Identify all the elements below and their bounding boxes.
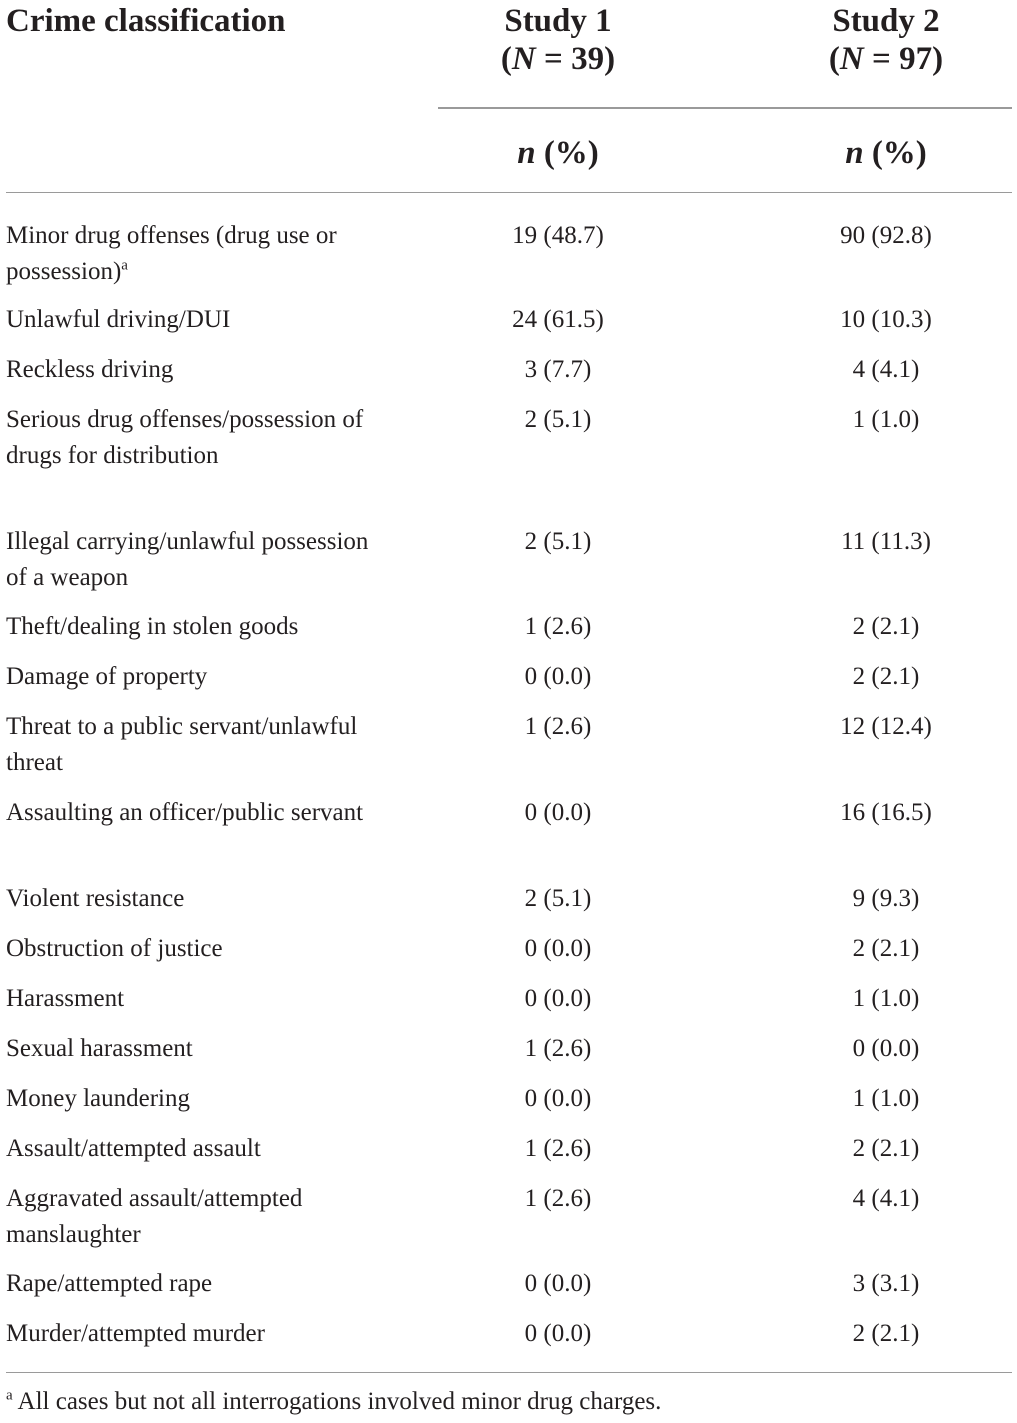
study-2-value: 1 (1.0): [852, 1085, 920, 1112]
row-label: Murder/attempted murder: [6, 1320, 265, 1347]
study-2-value: 3 (3.1): [852, 1270, 920, 1297]
study-2-value: 10 (10.3): [840, 306, 932, 333]
row-label: Obstruction of justice: [6, 935, 223, 962]
study-1-subheader: n (%): [517, 135, 599, 171]
study-1-value: 0 (0.0): [524, 799, 592, 826]
table-bottom-rule: [6, 1372, 1012, 1373]
column-header-crime-classification: Crime classification: [6, 3, 286, 39]
row-label: Money laundering: [6, 1085, 190, 1112]
study-2-value: 4 (4.1): [852, 356, 920, 383]
row-label: Serious drug offenses/possession of drugs for distribution: [6, 406, 364, 469]
study-1-value: 1 (2.6): [524, 613, 592, 640]
study-1-value: 0 (0.0): [524, 1320, 592, 1347]
study-2-value: 1 (1.0): [852, 985, 920, 1012]
row-label: Theft/dealing in stolen goods: [6, 613, 299, 640]
footnote-text: All cases but not all interrogations involved minor drug charges.: [12, 1388, 662, 1415]
study-2-value: 0 (0.0): [852, 1035, 920, 1062]
study-2-value: 16 (16.5): [840, 799, 932, 826]
study-1-value: 0 (0.0): [524, 1270, 592, 1297]
study-1-value: 1 (2.6): [524, 1185, 592, 1212]
study-1-value: 0 (0.0): [524, 663, 592, 690]
column-header-study-1: [438, 2, 678, 78]
study-2-value: 90 (92.8): [840, 222, 932, 249]
study-1-value: 2 (5.1): [524, 528, 592, 555]
study-1-value: 24 (61.5): [512, 306, 604, 333]
row-label: Damage of property: [6, 663, 208, 690]
row-label: Illegal carrying/unlawful possession of a weapon: [6, 528, 369, 591]
row-label: Sexual harassment: [6, 1035, 193, 1062]
row-label: Reckless driving: [6, 356, 174, 383]
row-label: Assaulting an officer/public servant: [6, 799, 364, 826]
column-header-study-2: [766, 2, 1006, 78]
header-divider: [438, 107, 1012, 109]
study-2-subheader: n (%): [845, 135, 927, 171]
study-1-value: 19 (48.7): [512, 222, 604, 249]
study-2-value: 2 (2.1): [852, 935, 920, 962]
row-label: Unlawful driving/DUI: [6, 306, 231, 333]
study-2-sample-size: (N = 97): [828, 41, 944, 77]
study-1-value: 3 (7.7): [524, 356, 592, 383]
footnote-marker: a: [121, 257, 128, 274]
table-top-rule: [6, 192, 1012, 193]
study-2-value: 2 (2.1): [852, 1135, 920, 1162]
footnote-marker: a: [6, 1387, 13, 1404]
study-1-value: 0 (0.0): [524, 1085, 592, 1112]
study-2-value: 2 (2.1): [852, 663, 920, 690]
row-label: Harassment: [6, 985, 125, 1012]
study-1-value: 0 (0.0): [524, 985, 592, 1012]
study-1-value: 0 (0.0): [524, 935, 592, 962]
study-2-value: 4 (4.1): [852, 1185, 920, 1212]
row-label: Violent resistance: [6, 885, 185, 912]
study-1-value: 2 (5.1): [524, 406, 592, 433]
study-1-value: 1 (2.6): [524, 1135, 592, 1162]
study-2-value: 2 (2.1): [852, 1320, 920, 1347]
table-footnote: [6, 1384, 661, 1420]
study-1-title: Study 1: [504, 3, 612, 39]
row-label: Assault/attempted assault: [6, 1135, 261, 1162]
study-2-value: 2 (2.1): [852, 613, 920, 640]
row-label: Threat to a public servant/unlawful threat: [6, 713, 358, 776]
study-2-value: 9 (9.3): [852, 885, 920, 912]
study-1-value: 1 (2.6): [524, 1035, 592, 1062]
study-2-title: Study 2: [832, 3, 940, 39]
study-1-value: 2 (5.1): [524, 885, 592, 912]
row-label: Minor drug offenses (drug use or possession)$^a$: [6, 222, 337, 285]
row-label: Aggravated assault/attempted manslaughter: [6, 1185, 303, 1248]
study-1-value: 1 (2.6): [524, 713, 592, 740]
study-2-value: 1 (1.0): [852, 406, 920, 433]
study-2-value: 11 (11.3): [841, 528, 931, 555]
study-1-sample-size: (N = 39): [500, 41, 616, 77]
study-2-value: 12 (12.4): [840, 713, 932, 740]
row-label: Rape/attempted rape: [6, 1270, 213, 1297]
